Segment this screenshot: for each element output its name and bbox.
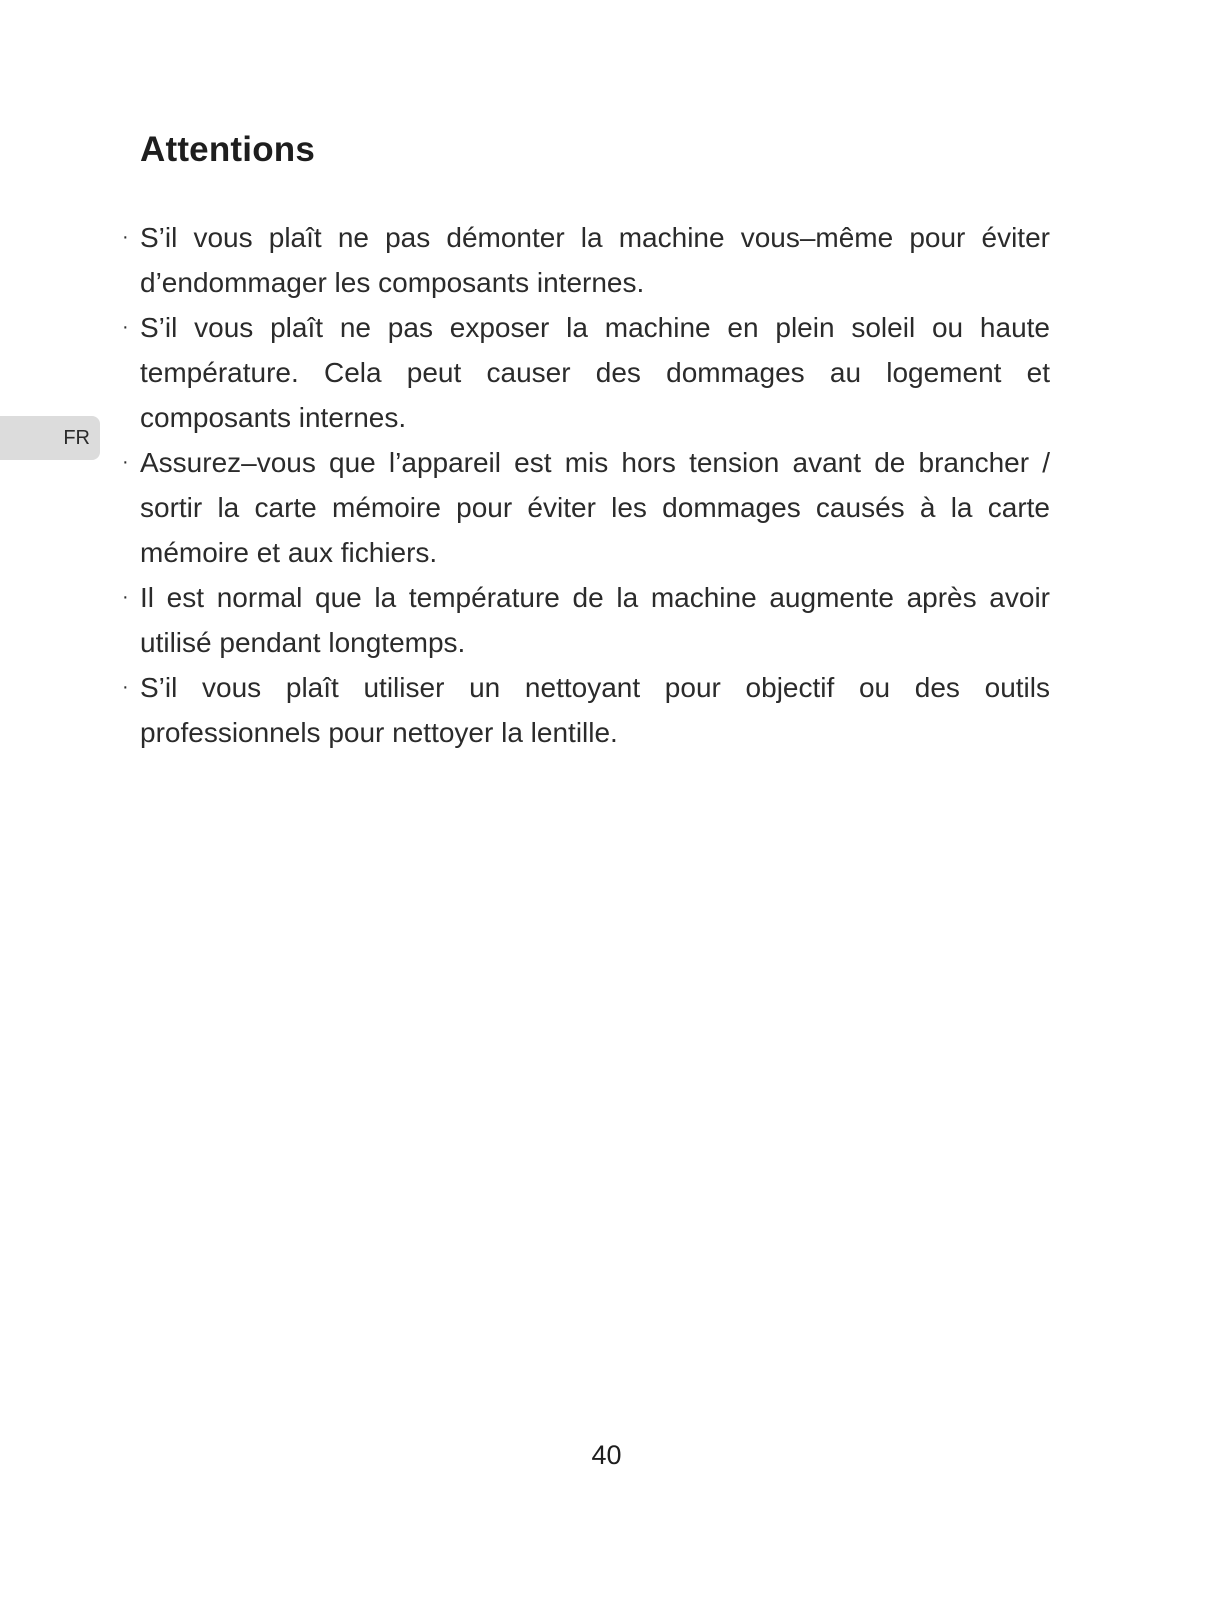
bullet-icon: · [122, 586, 129, 608]
list-item [122, 215, 1050, 305]
bullet-icon: · [122, 676, 129, 698]
language-tab [0, 416, 100, 460]
language-tab-label: FR [63, 426, 90, 449]
bullet-icon: · [122, 451, 129, 473]
list-item-text: S’il vous plaît ne pas démonter la machine vous–même pour éviter d’endommager les composants internes. [140, 222, 1050, 298]
page-title: Attentions [140, 130, 316, 169]
bullet-icon: · [122, 226, 129, 248]
list-item [122, 665, 1050, 755]
list-item-text: S’il vous plaît ne pas exposer la machine en plein soleil ou haute température. Cela peut causer des dommages au logement et composants internes. [140, 312, 1050, 433]
list-item [122, 440, 1050, 575]
attention-list [122, 215, 1050, 755]
page-number: 40 [591, 1440, 622, 1470]
list-item-text: Il est normal que la température de la machine augmente après avoir utilisé pendant longtemps. [140, 582, 1050, 658]
bullet-icon: · [122, 316, 129, 338]
list-item [122, 575, 1050, 665]
list-item-text: Assurez–vous que l’appareil est mis hors tension avant de brancher / sortir la carte mémoire pour éviter les dommages causés à la carte mémoire et aux fichiers. [140, 447, 1050, 568]
list-item-text: S’il vous plaît utiliser un nettoyant pour objectif ou des outils professionnels pour nettoyer la lentille. [140, 672, 1050, 748]
list-item [122, 305, 1050, 440]
